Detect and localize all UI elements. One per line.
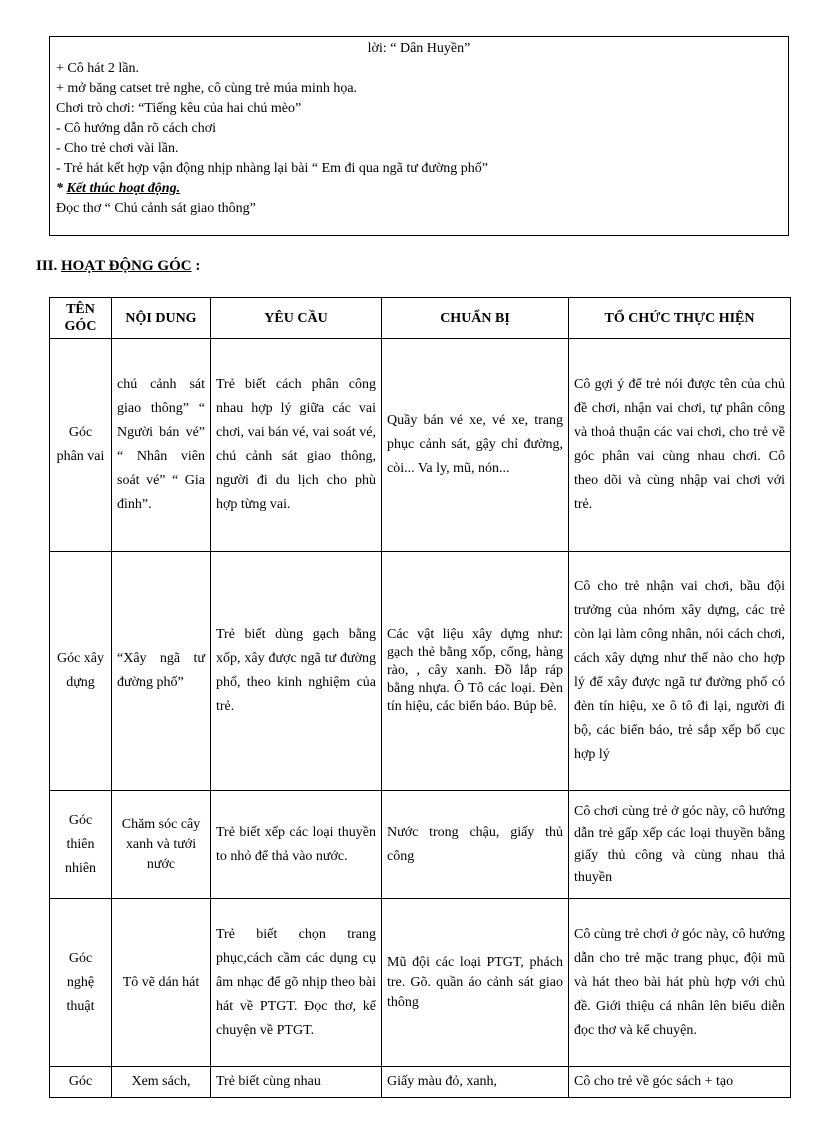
table-row — [50, 899, 791, 1067]
row-noi-dung: Chăm sóc cây xanh và tưới nước — [112, 791, 211, 899]
row-goc: Góc phân vai — [50, 339, 112, 552]
table-row — [50, 1067, 791, 1098]
activity-text-box — [49, 36, 789, 236]
box-line-instruct: - Cô hướng dẫn rõ cách chơi — [56, 121, 217, 136]
row-goc: Góc thiên nhiên — [50, 791, 112, 899]
header-ten-goc: TÊN GÓC — [50, 298, 112, 339]
box-line-play-times: - Cho trẻ chơi vài lần. — [56, 141, 179, 156]
table-row — [50, 791, 791, 899]
row-to-chuc: Cô gợi ý để trẻ nói được tên của chủ đề chơi, nhận vai chơi, tự phân công và thoả thuận các vai chơi, cho trẻ về góc phân vai cùng nhau chơi. Cô theo dõi và cùng nhập vai chơi với trẻ. — [569, 339, 791, 552]
end-activity-label: Kết thúc hoạt động. — [66, 181, 181, 196]
section-heading — [36, 258, 200, 275]
row-chuan-bi: Giấy màu đỏ, xanh, — [382, 1067, 569, 1098]
row-yeu-cau: Trẻ biết dùng gạch bằng xốp, xây được ngã tư đường phố, theo kinh nghiệm của trẻ. — [211, 552, 382, 791]
corner-activities-table — [49, 297, 791, 1098]
box-line-sing-move: - Trẻ hát kết hợp vận động nhịp nhàng lại bài “ Em đi qua ngã tư đường phố” — [56, 161, 489, 176]
row-yeu-cau: Trẻ biết cùng nhau — [211, 1067, 382, 1098]
row-chuan-bi: Nước trong chậu, giấy thủ công — [382, 791, 569, 899]
box-line-sing-twice: + Cô hát 2 lần. — [56, 61, 139, 76]
header-noi-dung: NỘI DUNG — [112, 298, 211, 339]
row-to-chuc: Cô cùng trẻ chơi ở góc này, cô hướng dẫn cho trẻ mặc trang phục, đội mũ và hát theo bài hát phù hợp với chủ đề. Giới thiệu cá nhân lên biểu diễn đọc thơ và kể chuyện. — [569, 899, 791, 1067]
row-chuan-bi: Các vật liệu xây dựng như: gạch thẻ bằng xốp, cổng, hàng rào, , cây xanh. Đồ lắp ráp bằng nhựa. Ô Tô các loại. Đèn tín hiệu, các biển báo. Búp bê. — [382, 552, 569, 791]
section-colon: : — [191, 258, 201, 274]
table-row — [50, 339, 791, 552]
row-yeu-cau: Trẻ biết chọn trang phục,cách cầm các dụng cụ âm nhạc để gõ nhịp theo bài hát về PTGT. Đọc thơ, kể chuyện về PTGT. — [211, 899, 382, 1067]
row-goc: Góc nghệ thuật — [50, 899, 112, 1067]
box-line-game: Chơi trò chơi: “Tiếng kêu của hai chú mèo” — [56, 101, 302, 116]
end-activity-bullet: * — [56, 181, 67, 196]
row-goc: Góc — [50, 1067, 112, 1098]
row-to-chuc: Cô chơi cùng trẻ ở góc này, cô hướng dẫn trẻ gấp xếp các loại thuyền bằng giấy thủ công và cùng nhau thả thuyền — [569, 791, 791, 899]
row-goc: Góc xây dựng — [50, 552, 112, 791]
row-chuan-bi: Quầy bán vé xe, vé xe, trang phục cảnh sát, gậy chỉ đường, còi... Va ly, mũ, nón... — [382, 339, 569, 552]
row-noi-dung: Xem sách, — [112, 1067, 211, 1098]
row-to-chuc: Cô cho trẻ nhận vai chơi, bầu đội trưởng của nhóm xây dựng, các trẻ còn lại làm công nhân, nói cách chơi, cách xây dựng như thế nào cho hợp lý để xây được ngã tư đường phố có đèn tín hiệu, xe ô tô đi lại, người đi bộ, các biển báo, trẻ sắp xếp bố cục hợp lý — [569, 552, 791, 791]
row-noi-dung: “Xây ngã tư đường phố” — [112, 552, 211, 791]
header-chuan-bi: CHUẨN BỊ — [382, 298, 569, 339]
box-line-end-activity — [56, 179, 782, 199]
table-row — [50, 552, 791, 791]
box-line-play-cassette: + mở băng catset trẻ nghe, cô cùng trẻ múa minh họa. — [56, 81, 358, 96]
row-yeu-cau: Trẻ biết xếp các loại thuyền to nhỏ để thả vào nước. — [211, 791, 382, 899]
box-line-poem: Đọc thơ “ Chú cảnh sát giao thông” — [56, 201, 256, 216]
table-header-row — [50, 298, 791, 339]
row-to-chuc: Cô cho trẻ về góc sách + tạo — [569, 1067, 791, 1098]
section-title: HOẠT ĐỘNG GÓC — [61, 258, 192, 274]
row-noi-dung: Tô vẽ dán hát — [112, 899, 211, 1067]
section-number: III. — [36, 258, 58, 274]
header-to-chuc: TỔ CHỨC THỰC HIỆN — [569, 298, 791, 339]
row-yeu-cau: Trẻ biết cách phân công nhau hợp lý giữa các vai chơi, vai bán vé, vai soát vé, chú cảnh sát giao thông, người đi du lịch cho phù hợp từng vai. — [211, 339, 382, 552]
header-yeu-cau: YÊU CẦU — [211, 298, 382, 339]
row-noi-dung: chú cảnh sát giao thông” “ Người bán vé” “ Nhân viên soát vé” “ Gia đình”. — [112, 339, 211, 552]
row-chuan-bi: Mũ đội các loại PTGT, phách tre. Gõ. quần áo cảnh sát giao thông — [382, 899, 569, 1067]
box-line-song-author: lời: “ Dân Huyền” — [367, 41, 471, 56]
